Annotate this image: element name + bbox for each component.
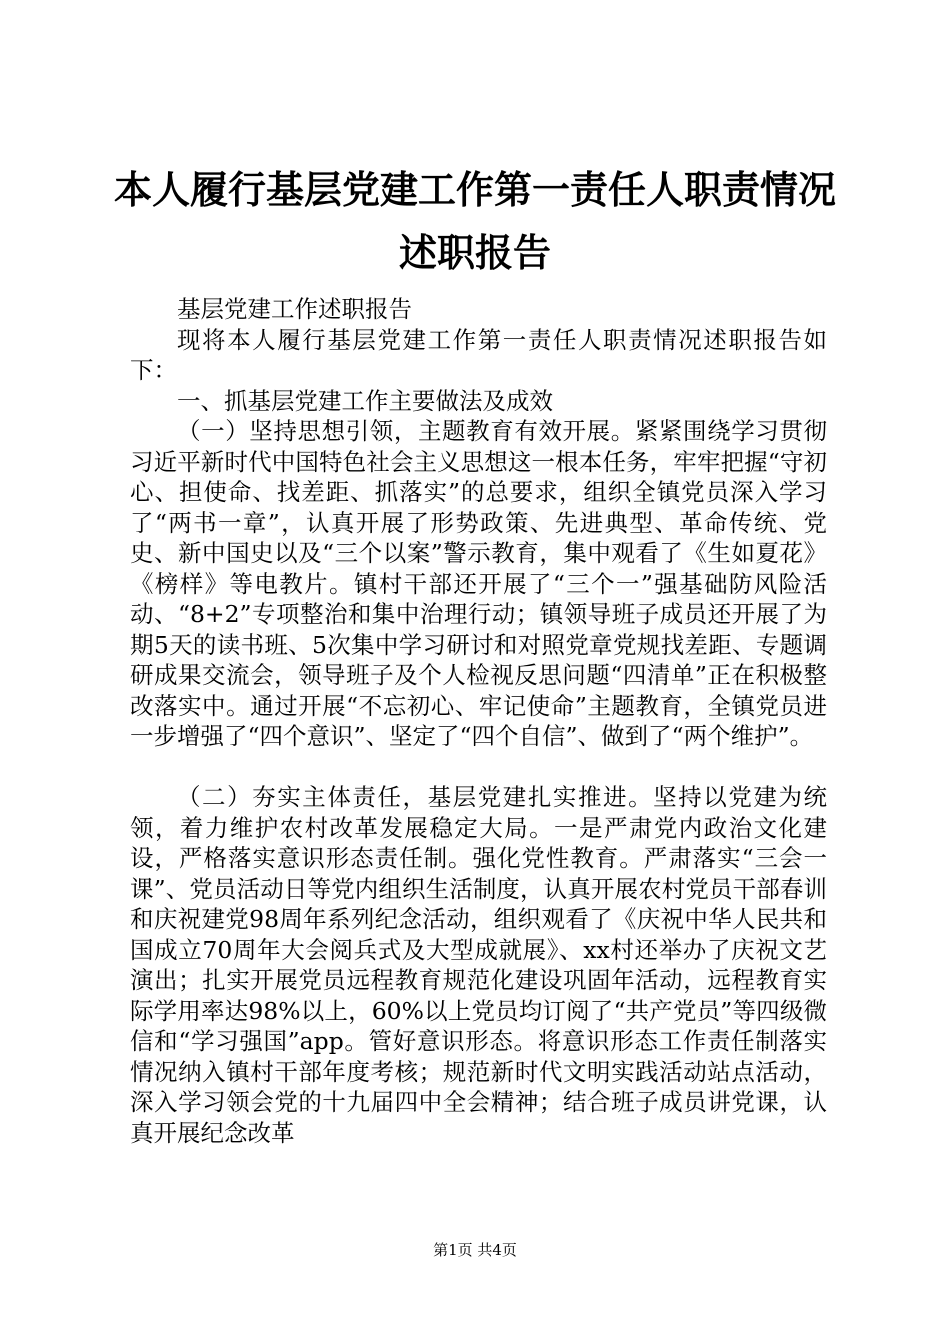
section-heading: 一、抓基层党建工作主要做法及成效 xyxy=(177,386,553,415)
paragraph-section-2: （二）夯实主体责任，基层党建扎实推进。坚持以党建为统领，着力维护农村改革发展稳定大局。一是严肃党内政治文化建设，严格落实意识形态责任制。强化党性教育。严肃落实“三会一课”、党员活动日等党内组织生活制度，认真开展农村党员干部春训和庆祝建党98周年系列纪念活动，组织观看了《庆祝中华人民共和国成立70周年大会阅兵式及大型成就展》、xx村还举办了庆祝文艺演出；扎实开展党员远程教育规范化建设巩固年活动，远程教育实际学用率达98%以上，60%以上党员均订阅了“共产党员”等四级微信和“学习强国”app。管好意识形态。将意识形态工作责任制落实情况纳入镇村干部年度考核；规范新时代文明实践活动站点活动，深入学习领会党的十九届四中全会精神；结合班子成员讲党课，认真开展纪念改革 xyxy=(130,783,827,1147)
page-footer: 第1页 共4页 xyxy=(433,1241,517,1259)
document-body xyxy=(130,294,827,1148)
paragraph-intro: 现将本人履行基层党建工作第一责任人职责情况述职报告如下： xyxy=(130,325,827,384)
paragraph-subtitle: 基层党建工作述职报告 xyxy=(177,295,412,323)
document-title: 本人履行基层党建工作第一责任人职责情况述职报告 xyxy=(113,167,836,275)
paragraph-section-1: （一）坚持思想引领，主题教育有效开展。紧紧围绕学习贯彻习近平新时代中国特色社会主义思想这一根本任务，牢牢把握“守初心、担使命、找差距、抓落实”的总要求，组织全镇党员深入学习了“两书一章”，认真开展了形势政策、先进典型、革命传统、党史、新中国史以及“三个以案”警示教育，集中观看了《生如夏花》《榜样》等电教片。镇村干部还开展了“三个一”强基础防风险活动、“8+2”专项整治和集中治理行动；镇领导班子成员还开展了为期5天的读书班、5次集中学习研讨和对照党章党规找差距、专题调研成果交流会，领导班子及个人检视反思问题“四清单”正在积极整改落实中。通过开展“不忘初心、牢记使命”主题教育，全镇党员进一步增强了“四个意识”、坚定了“四个自信”、做到了“两个维护”。 xyxy=(130,417,827,750)
